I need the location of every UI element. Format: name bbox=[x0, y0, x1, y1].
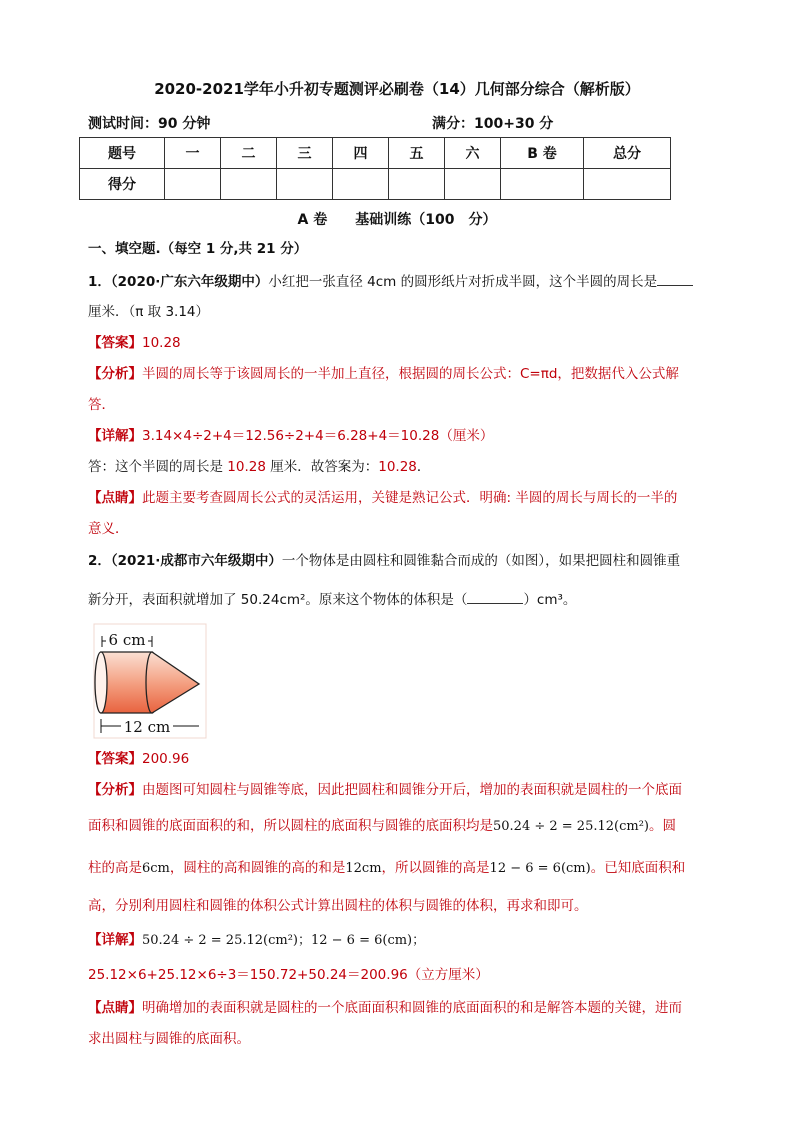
q1-text: 小红把一张直径 4cm 的圆形纸片对折成半圆，这个半圆的周长是 bbox=[268, 274, 658, 290]
score-cell[interactable] bbox=[584, 169, 671, 200]
score-header-cell: B 卷 bbox=[501, 138, 584, 169]
q2-line-2 bbox=[88, 589, 703, 610]
q1-reply-value: 10.28 bbox=[378, 459, 417, 475]
analysis-tag: 【分析】 bbox=[88, 782, 142, 798]
page-title: 2020-2021学年小升初专题测评必刷卷（14）几何部分综合（解析版） bbox=[154, 80, 640, 98]
q2-analysis-math: 50.24 ÷ 2 = 25.12(cm²) bbox=[493, 819, 649, 834]
score-row-label: 得分 bbox=[80, 169, 165, 200]
cylinder-cone-figure bbox=[88, 622, 210, 742]
q1-reply-text: 厘米．故答案为： bbox=[265, 459, 379, 475]
full-score: 满分：100+30 分 bbox=[432, 116, 554, 132]
figure-label-bottom: 12 cm bbox=[123, 718, 171, 736]
score-header-cell: 五 bbox=[389, 138, 445, 169]
q2-analysis-text: 。圆 bbox=[648, 818, 676, 834]
q2-analysis-math: 6cm bbox=[142, 861, 170, 876]
q2-analysis-line-4: 高，分别利用圆柱和圆锥的体积公式计算出圆柱的体积与圆锥的体积，再求和即可。 bbox=[88, 898, 588, 914]
q2-analysis-line-1 bbox=[88, 780, 703, 800]
q1-reply-text: 答：这个半圆的周长是 bbox=[88, 459, 228, 475]
score-header-cell: 三 bbox=[277, 138, 333, 169]
q2-text: 一个物体是由圆柱和圆锥黏合而成的（如图），如果把圆柱和圆锥重 bbox=[281, 553, 681, 569]
q2-analysis-line-3 bbox=[88, 858, 703, 879]
q1-analysis-line-1 bbox=[88, 364, 703, 384]
q1-line-1 bbox=[88, 271, 703, 292]
q2-analysis-math: 12 − 6 = 6(cm) bbox=[489, 861, 591, 876]
score-header-cell: 一 bbox=[165, 138, 221, 169]
q2-text: ）cm³。 bbox=[523, 592, 577, 608]
score-header-cell: 四 bbox=[333, 138, 389, 169]
score-cell[interactable] bbox=[221, 169, 277, 200]
q1-reply-value: 10.28 bbox=[227, 459, 266, 475]
score-cell[interactable] bbox=[277, 169, 333, 200]
detail-tag: 【详解】 bbox=[88, 428, 142, 444]
score-cell[interactable] bbox=[501, 169, 584, 200]
test-time: 测试时间：90 分钟 bbox=[88, 116, 211, 132]
q2-answer-line bbox=[88, 749, 703, 769]
q1-comment: 此题主要考查圆周长公式的灵活运用，关键是熟记公式．明确: 半圆的周长与周长的一半的 bbox=[142, 490, 678, 506]
q2-detail-line bbox=[88, 930, 703, 951]
cylinder-body bbox=[101, 652, 152, 713]
score-cell[interactable] bbox=[165, 169, 221, 200]
score-header-cell: 六 bbox=[445, 138, 501, 169]
analysis-tag: 【分析】 bbox=[88, 366, 142, 382]
q1-comment-line-1 bbox=[88, 488, 703, 508]
cylinder-left-face bbox=[95, 652, 107, 713]
q1-analysis: 半圆的周长等于该圆周长的一半加上直径，根据圆的周长公式：C=πd，把数据代入公式解 bbox=[142, 366, 679, 382]
detail-tag: 【详解】 bbox=[88, 932, 142, 948]
q2-number: 2． bbox=[88, 553, 111, 569]
answer-tag: 【答案】 bbox=[88, 335, 142, 351]
q2-comment: 明确增加的表面积就是圆柱的一个底面面积和圆锥的底面面积的和是解答本题的关键，进而 bbox=[142, 1000, 682, 1016]
q1-answer-line bbox=[88, 333, 703, 353]
q2-blank[interactable] bbox=[467, 589, 523, 604]
q1-detail-line bbox=[88, 426, 703, 446]
score-cell[interactable] bbox=[445, 169, 501, 200]
comment-tag: 【点睛】 bbox=[88, 1000, 142, 1016]
q1-line-2: 厘米．（π 取 3.14） bbox=[88, 304, 210, 320]
score-header-cell: 总分 bbox=[584, 138, 671, 169]
q2-analysis-text: 面积和圆锥的底面面积的和，所以圆柱的底面积与圆锥的底面积均是 bbox=[88, 818, 493, 834]
q1-number: 1． bbox=[88, 274, 111, 290]
q2-detail-math: 50.24 ÷ 2 = 25.12(cm²)；12 − 6 = 6(cm)； bbox=[142, 933, 426, 948]
score-cell[interactable] bbox=[389, 169, 445, 200]
comment-tag: 【点睛】 bbox=[88, 490, 142, 506]
figure-label-top: 6 cm bbox=[108, 631, 146, 649]
q2-answer: 200.96 bbox=[142, 751, 190, 767]
q2-analysis-text: ，圆柱的高和圆锥的高的和是 bbox=[169, 860, 346, 876]
q2-analysis-math: 12cm bbox=[345, 861, 382, 876]
score-table-header-row bbox=[80, 138, 671, 169]
q1-reply-line bbox=[88, 457, 703, 477]
score-header-cell: 题号 bbox=[80, 138, 165, 169]
q2-analysis: 由题图可知圆柱与圆锥等底，因此把圆柱和圆锥分开后，增加的表面积就是圆柱的一个底面 bbox=[142, 782, 682, 798]
q1-analysis-line-2: 答． bbox=[88, 397, 115, 413]
score-header-cell: 二 bbox=[221, 138, 277, 169]
answer-tag: 【答案】 bbox=[88, 751, 142, 767]
cone bbox=[152, 652, 199, 713]
q2-analysis-text: 。已知底面积和 bbox=[590, 860, 686, 876]
q1-blank[interactable] bbox=[657, 271, 693, 286]
q2-analysis-line-2 bbox=[88, 816, 703, 837]
score-cell[interactable] bbox=[333, 169, 389, 200]
q1-reply-text: ． bbox=[416, 459, 431, 475]
q2-source: （2021·成都市六年级期中） bbox=[110, 553, 282, 569]
section-a-heading: A 卷 基础训练（100 分） bbox=[297, 212, 497, 228]
part-1-heading: 一、填空题.（每空 1 分,共 21 分） bbox=[88, 241, 308, 257]
q2-text: 新分开，表面积就增加了 50.24cm²。原来这个物体的体积是（ bbox=[88, 592, 468, 608]
q2-line-1 bbox=[88, 551, 703, 571]
q1-source: （2020·广东六年级期中） bbox=[110, 274, 269, 290]
q1-answer: 10.28 bbox=[142, 335, 181, 351]
score-table bbox=[79, 137, 671, 200]
q2-comment-line-1 bbox=[88, 998, 703, 1018]
q2-comment-line-2: 求出圆柱与圆锥的底面积。 bbox=[88, 1031, 250, 1047]
q2-analysis-text: 柱的高是 bbox=[88, 860, 142, 876]
q1-comment-line-2: 意义． bbox=[88, 521, 129, 537]
q1-detail: 3.14×4÷2+4＝12.56÷2+4＝6.28+4＝10.28（厘米） bbox=[142, 428, 494, 444]
score-table-score-row bbox=[80, 169, 671, 200]
q2-analysis-text: ，所以圆锥的高是 bbox=[381, 860, 490, 876]
q2-detail-calc: 25.12×6+25.12×6÷3＝150.72+50.24＝200.96（立方厘米） bbox=[88, 967, 489, 983]
